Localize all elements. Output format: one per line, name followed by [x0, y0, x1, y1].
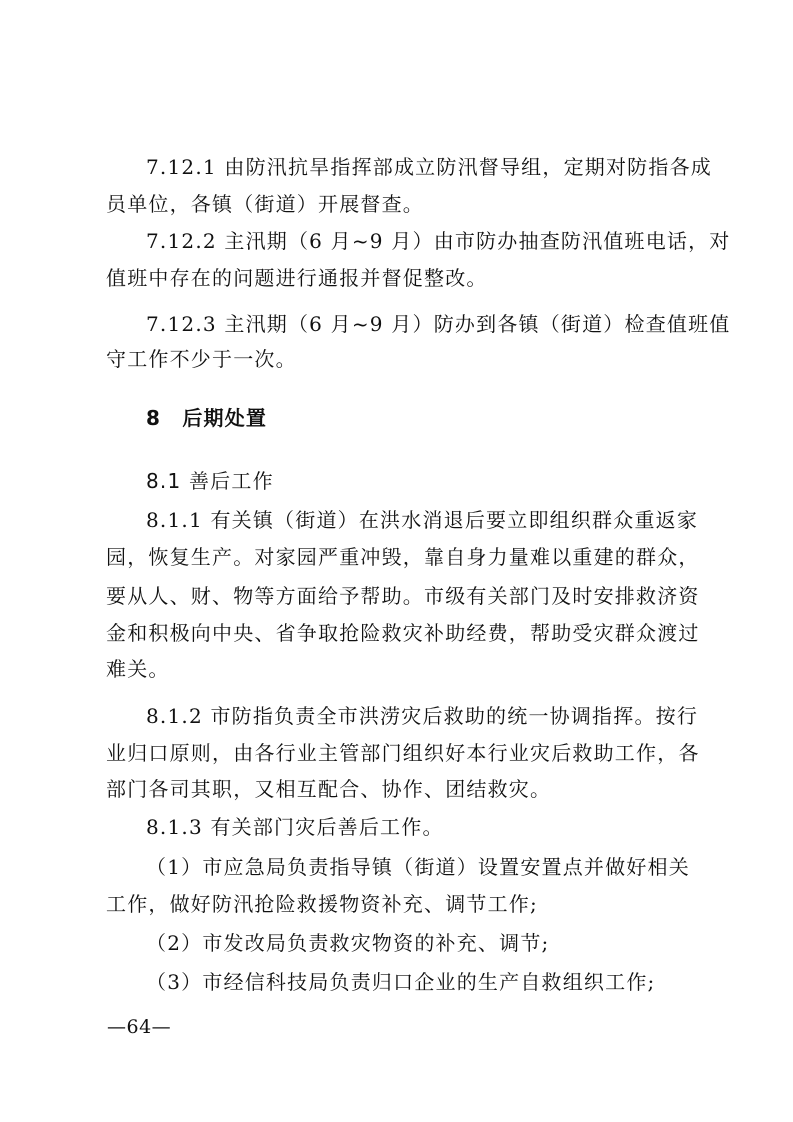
section-8-1-3-line-1: 8.1.3 有关部门灾后善后工作。: [146, 815, 444, 839]
section-8-1-2-line-3: 部门各司其职，又相互配合、协作、团结救灾。: [106, 777, 552, 801]
heading-8: 8 后期处置: [146, 406, 268, 430]
list-item-1-line-2: 工作，做好防汛抢险救援物资补充、调节工作;: [106, 892, 538, 916]
section-7-12-3-line-2: 守工作不少于一次。: [106, 347, 297, 371]
page-number: —64—: [107, 1016, 172, 1038]
list-item-3: （3）市经信科技局负责归口企业的生产自救组织工作;: [146, 970, 656, 994]
heading-8-1: 8.1 善后工作: [146, 469, 274, 493]
section-8-1-1-line-2: 园，恢复生产。对家园严重冲毁，靠自身力量难以重建的群众，: [106, 545, 700, 569]
section-8-1-1-line-4: 金和积极向中央、省争取抢险救灾补助经费，帮助受灾群众渡过: [106, 621, 700, 645]
section-7-12-1-line-1: 7.12.1 由防汛抗旱指挥部成立防汛督导组，定期对防指各成: [146, 155, 712, 179]
section-8-1-2-line-2: 业归口原则，由各行业主管部门组织好本行业灾后救助工作，各: [106, 741, 700, 765]
section-7-12-2-line-1: 7.12.2 主汛期（6 月~9 月）由市防办抽查防汛值班电话，对: [146, 229, 731, 253]
section-7-12-2-line-2: 值班中存在的问题进行通报并督促整改。: [106, 266, 488, 290]
section-8-1-1-line-5: 难关。: [106, 657, 170, 681]
section-8-1-2-line-1: 8.1.2 市防指负责全市洪涝灾后救助的统一协调指挥。按行: [146, 704, 699, 728]
list-item-2: （2）市发改局负责救灾物资的补充、调节;: [146, 931, 550, 955]
section-7-12-3-line-1: 7.12.3 主汛期（6 月~9 月）防办到各镇（街道）检查值班值: [146, 312, 731, 336]
list-item-1-line-1: （1）市应急局负责指导镇（街道）设置安置点并做好相关: [146, 855, 690, 879]
section-7-12-1-line-2: 员单位，各镇（街道）开展督查。: [106, 192, 424, 216]
section-8-1-1-line-3: 要从人、财、物等方面给予帮助。市级有关部门及时安排救济资: [106, 584, 700, 608]
section-8-1-1-line-1: 8.1.1 有关镇（街道）在洪水消退后要立即组织群众重返家: [146, 508, 699, 532]
